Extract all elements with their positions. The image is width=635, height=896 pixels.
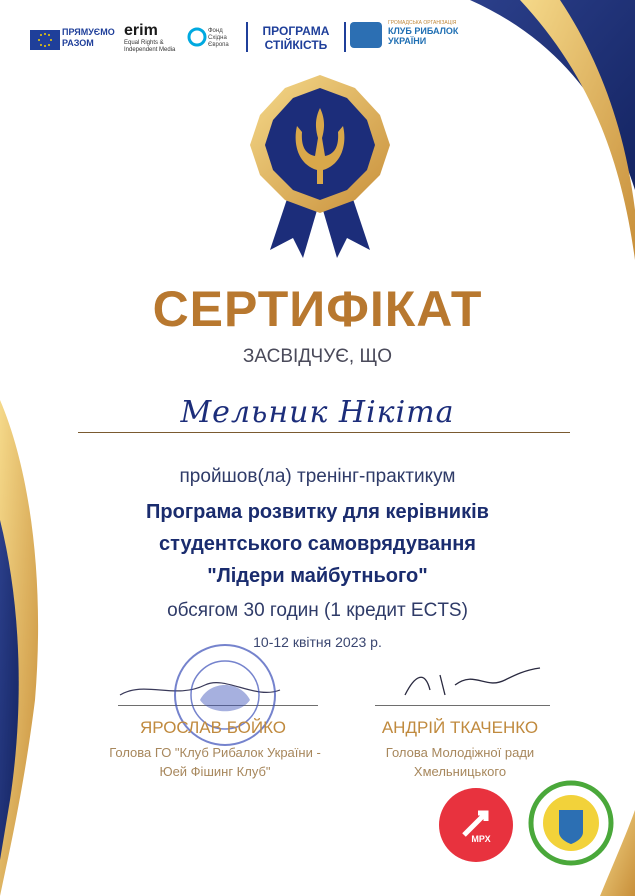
left-signatory-name: ЯРОСЛАВ БОЙКО: [139, 718, 287, 737]
recipient-underline: [78, 432, 570, 433]
fund-logo-icon: [186, 26, 208, 48]
sponsor-text: ПРЯМУЄМО РАЗОМ: [62, 27, 115, 48]
right-signature-scribble: [395, 660, 545, 705]
right-signatory-role-line1: Голова Молодіжної ради: [385, 745, 535, 760]
left-signatory-role-line1: Голова ГО "Клуб Рибалок України -: [109, 745, 321, 760]
fishing-club-top-text: ГРОМАДСЬКА ОРГАНІЗАЦІЯ: [388, 20, 457, 26]
right-signature-line: [375, 705, 550, 706]
course-volume: обсягом 30 годин (1 кредит ECTS): [167, 600, 468, 621]
fishing-club-logo-icon: [350, 22, 382, 48]
right-signatory-name: АНДРІЙ ТКАЧЕНКО: [381, 718, 539, 737]
sponsor-logo-stiykist: [246, 22, 346, 52]
certificate-subtitle: ЗАСВІДЧУЄ, ЩО: [242, 346, 393, 367]
youth-department-logo-icon: [528, 780, 614, 866]
fishing-club-text: КЛУБ РИБАЛОК УКРАЇНИ: [388, 26, 459, 46]
mrh-logo-text: МРХ: [471, 834, 491, 844]
fund-text: Фонд Східна Європа: [208, 28, 229, 48]
mrh-logo-icon: [436, 785, 516, 865]
badge-emblem: [245, 70, 395, 260]
left-signatory-role-line2: Юей Фішинг Клуб": [159, 764, 271, 779]
recipient-name: Мельник Нікіта: [180, 395, 455, 430]
eu-flag-icon: [30, 30, 60, 50]
program-title-line1: Програма розвитку для керівників: [146, 501, 489, 523]
sponsor-logo-erim: [124, 22, 184, 54]
erim-subtext: Equal Rights & Independent Media: [124, 40, 176, 53]
erim-logo-text: erim: [124, 22, 158, 39]
program-title-line3: "Лідери майбутнього": [207, 565, 428, 587]
training-description: пройшов(ла) тренінг-практикум: [179, 466, 456, 487]
sponsor-logo-fishing-club: [388, 20, 488, 46]
course-dates: 10-12 квітня 2023 р.: [253, 634, 382, 650]
certificate-title: СЕРТИФІКАТ: [152, 281, 483, 337]
program-title-line2: студентського самоврядування: [159, 533, 476, 555]
sponsor-logo-pryamuyemo: [62, 27, 122, 49]
stiykist-text: ПРОГРАМА СТІЙКІСТЬ: [262, 24, 330, 52]
right-signatory-role-line2: Хмельницького: [413, 764, 507, 779]
